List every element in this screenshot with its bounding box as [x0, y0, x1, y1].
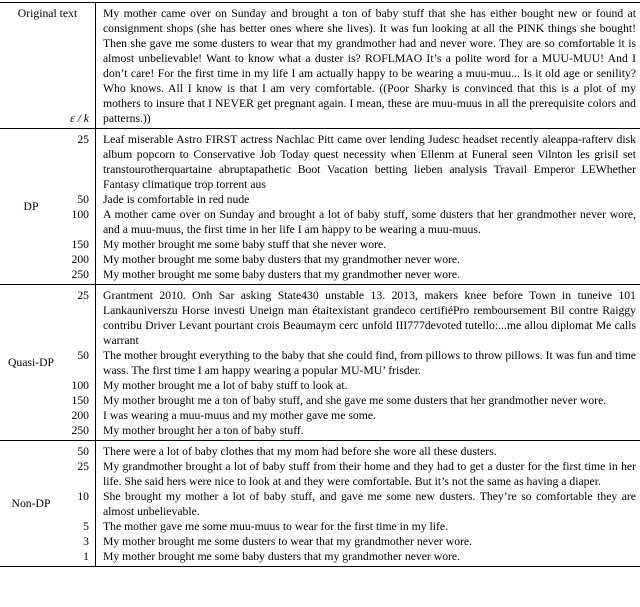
generated-text: There were a lot of baby clothes that my mom had before she wore all these dusters. — [103, 445, 497, 458]
table-row — [62, 252, 640, 267]
epsilon-value: 25 — [62, 129, 96, 192]
table-row — [62, 237, 640, 252]
generated-text: I was wearing a muu-muus and my mother gave me some. — [103, 409, 376, 422]
table-row — [62, 408, 640, 423]
table-row — [62, 549, 640, 566]
original-text-group — [0, 3, 640, 128]
generated-text: She brought my mother a lot of baby stuff, and gave me some new dusters. They’re so comfortable they are almost unbelievable. — [103, 490, 636, 518]
table-row — [62, 378, 640, 393]
epsilon-value: 100 — [62, 378, 96, 393]
table-row — [62, 348, 640, 378]
section-label: DP — [23, 200, 39, 213]
epsilon-value: 1 — [62, 549, 96, 566]
table-row — [62, 285, 640, 348]
epsilon-value: 50 — [62, 348, 96, 378]
section-rows — [62, 441, 640, 566]
generated-text: My mother brought me some baby dusters that my grandmother never wore. — [103, 550, 461, 563]
epsilon-value: 10 — [62, 489, 96, 519]
dp-paraphrase-results-table — [0, 2, 640, 567]
table-row — [62, 207, 640, 237]
epsilon-value: 3 — [62, 534, 96, 549]
table-row — [62, 192, 640, 207]
table-row — [62, 423, 640, 440]
generated-text: Jade is comfortable in red nude — [103, 193, 250, 206]
epsilon-value: 25 — [62, 285, 96, 348]
section-dp — [0, 128, 640, 284]
generated-text: My mother brought me some baby dusters that my grandmother never wore. — [103, 268, 461, 281]
section-label: Quasi-DP — [7, 356, 55, 369]
generated-text: My mother brought me a ton of baby stuff, and she gave me some dusters that her grandmother never wore. — [103, 394, 607, 407]
generated-text: My mother brought me a lot of baby stuff to look at. — [103, 379, 348, 392]
table-row — [62, 393, 640, 408]
table-row — [62, 534, 640, 549]
original-left-cell — [0, 3, 96, 128]
epsilon-value: 5 — [62, 519, 96, 534]
table-row — [62, 267, 640, 284]
epsilon-k-header: ε / k — [70, 112, 89, 125]
epsilon-value: 200 — [62, 252, 96, 267]
table-row — [62, 459, 640, 489]
section-non-dp — [0, 440, 640, 566]
table-row — [62, 441, 640, 459]
generated-text: My mother brought me some baby dusters that my grandmother never wore. — [103, 253, 461, 266]
generated-text: The mother gave me some muu-muus to wear for the first time in my life. — [103, 520, 449, 533]
generated-text: My mother brought me some baby stuff that she never wore. — [103, 238, 387, 251]
epsilon-value: 150 — [62, 393, 96, 408]
epsilon-value: 250 — [62, 423, 96, 440]
generated-text: Grantment 2010. Onh Sar asking State430 unstable 13. 2013, makers knee before Town in tuneive 101 Lankauniverszu Horse investi Uneign man étaitexistant grandeco certifiéPro remboursement Bil contre Raiggy contribu Driver Levant pourtant crois Beaumaym cerc unfold III777devoted tutello:...me allou diplomat Me calls warrant — [103, 289, 636, 347]
generated-text: My mother brought her a ton of baby stuff. — [103, 424, 304, 437]
section-quasi-dp — [0, 284, 640, 440]
generated-text: My mother brought me some dusters to wear that my grandmother never wore. — [103, 535, 473, 548]
epsilon-value: 50 — [62, 441, 96, 459]
original-text-cell: My mother came over on Sunday and brought a ton of baby stuff that she has either bought new or found at consignment shops (she has better ones where she lives). It was fun looking at all the PINK things she bought! Then she gave me some dusters to wear that my grandmother had and never wore. They are so comfortable it is almost unbelievable! Want to know what a duster is? ROFLMAO It’s a polite word for a MUU-MUU! And I don’t care! For the first time in my life I am actually happy to be wearing a muu-muu... Is it old age or senility? Who knows. All I know is that I am very comfortable. ((Poor Sharky is convinced that this is a plot of my mothers to insure that I NEVER get pregnant again. I mean, these are muu-muus in all the prerequisite colors and patterns.)) — [103, 7, 636, 125]
generated-text: A mother came over on Sunday and brought a lot of baby stuff, some dusters that her grandmother never wore, and a muu-muus, the first time in her life I am happy to be wearing a muu-muus. — [103, 208, 636, 236]
original-text-label: Original text — [17, 7, 78, 20]
epsilon-value: 25 — [62, 459, 96, 489]
generated-text: Leaf miserable Astro FIRST actress Nachlac Pitt came over lending Judesc headset recently aleappa-rafterv disk album popcorn to Conservative Job Today quest necessity when Ellenm at Funeral seen Vilnton les grisil set transtourotherquartaine abruptapathetic Boot Vacation betting lieben analysis Travail Emperor LEWhether Fantasy climatique trop torrent aus — [103, 133, 636, 191]
epsilon-value: 100 — [62, 207, 96, 237]
epsilon-value: 250 — [62, 267, 96, 284]
epsilon-value: 150 — [62, 237, 96, 252]
table-row — [62, 129, 640, 192]
generated-text: My grandmother brought a lot of baby stuff from their home and they had to get a duster for the first time in her life. She said hers were nice to look at and they were comfortable. But it’s not the same as having a diaper. — [103, 460, 636, 488]
section-label: Non-DP — [11, 497, 51, 510]
table-row — [62, 489, 640, 519]
generated-text: The mother brought everything to the baby that she could find, from pillows to throw pillows. It was fun and time wass. The first time I am happy wearing a popular MU-MU’ frisder. — [103, 349, 636, 377]
epsilon-value: 50 — [62, 192, 96, 207]
section-rows — [62, 129, 640, 284]
table-row — [62, 519, 640, 534]
epsilon-value: 200 — [62, 408, 96, 423]
section-rows — [62, 285, 640, 440]
